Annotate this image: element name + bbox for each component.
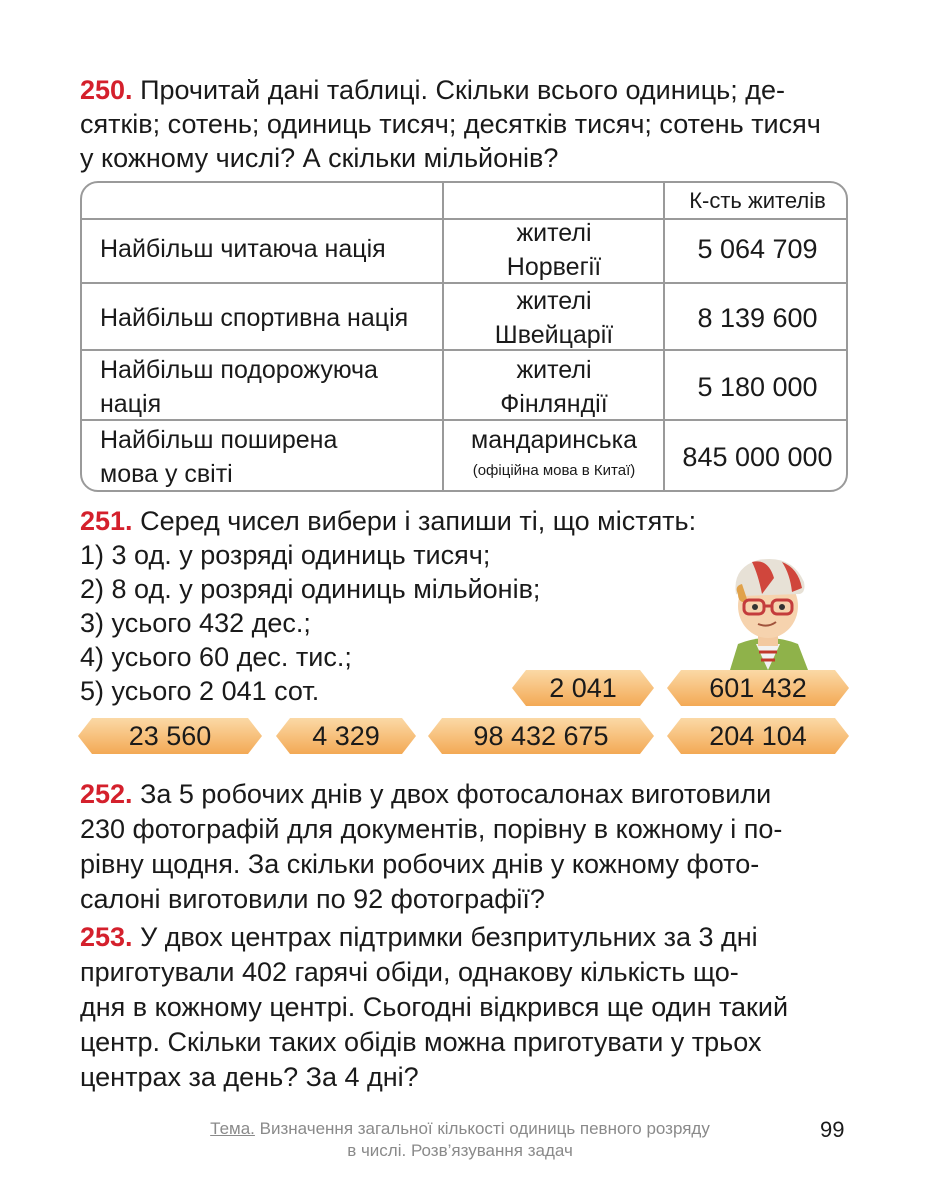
boy-character-illustration [712, 548, 824, 670]
number-tag[interactable]: 601 432 [667, 670, 849, 706]
table-header-population: К-сть жителів [689, 188, 826, 213]
page-footer-topic: Тема. Визначення загальної кількості одиниць певного розряду в числі. Розв’язування задач [210, 1119, 710, 1160]
table-row-2-country: жителі Швейцарії [494, 287, 614, 349]
task-251-item-3: 3) усього 432 дес.; [80, 608, 311, 638]
task-253-line-5: центрах за день? За 4 дні? [80, 1062, 419, 1092]
table-row-3-value: 5 180 000 [697, 372, 818, 402]
table-row-1-label: Найбільш читаюча нація [100, 235, 386, 263]
table-row-4-label: Найбільш поширена мова у світі [100, 426, 338, 488]
task-252-line-4: салоні виготовили по 92 фотографії? [80, 884, 545, 914]
population-table [80, 181, 848, 492]
task-253-line-2: приготували 402 гарячі обіди, однакову кількість що- [80, 957, 739, 987]
task-253-line-3: дня в кожному центрі. Сьогодні відкрився ще один такий [80, 992, 789, 1022]
task-252-number: 252. [80, 779, 133, 809]
number-tag[interactable]: 204 104 [667, 718, 849, 754]
number-tag[interactable]: 23 560 [78, 718, 262, 754]
table-row-2-value: 8 139 600 [697, 303, 818, 333]
task-251-item-2: 2) 8 од. у розряді одиниць мільйонів; [80, 574, 541, 604]
task-250-number: 250. [80, 75, 133, 105]
task-251-intro: 251. Серед чисел вибери і запиши ті, що містять: [80, 506, 697, 536]
footer-topic-label: Тема. [210, 1119, 255, 1138]
table-row-4-country: мандаринська (офіційна мова в Китаї) [471, 426, 637, 479]
task-250-line-2: сятків; сотень; одиниць тисяч; десятків тисяч; сотень тисяч [80, 109, 821, 139]
table-row-1-country: жителі Норвегії [506, 219, 602, 281]
task-253-line-1: 253. У двох центрах підтримки безпритульних за 3 дні [80, 922, 758, 952]
task-253-line-4: центр. Скільки таких обідів можна приготувати у трьох [80, 1027, 762, 1057]
task-252-line-2: 230 фотографій для документів, порівну в кожному і по- [80, 814, 783, 844]
task-252-line-1: 252. За 5 робочих днів у двох фотосалонах виготовили [80, 779, 772, 809]
number-tag[interactable]: 2 041 [512, 670, 654, 706]
table-row-1-value: 5 064 709 [697, 234, 818, 264]
table-row-3-country: жителі Фінляндії [500, 356, 608, 418]
table-row-4-value: 845 000 000 [682, 442, 833, 472]
task-251-item-1: 1) 3 од. у розряді одиниць тисяч; [80, 540, 491, 570]
number-tag[interactable]: 4 329 [276, 718, 416, 754]
table-row-2-label: Найбільш спортивна нація [100, 304, 409, 332]
task-251-number: 251. [80, 506, 133, 536]
task-251-item-4: 4) усього 60 дес. тис.; [80, 642, 352, 672]
task-252-line-3: рівну щодня. За скільки робочих днів у кожному фото- [80, 849, 760, 879]
task-250-line-1: 250. Прочитай дані таблиці. Скільки всього одиниць; де- [80, 75, 786, 105]
table-row-3-label: Найбільш подорожуюча нація [100, 356, 378, 418]
task-251-item-5: 5) усього 2 041 сот. [80, 676, 320, 706]
task-253-number: 253. [80, 922, 133, 952]
number-tag[interactable]: 98 432 675 [428, 718, 654, 754]
table-divider [442, 183, 444, 492]
task-250-line-3: у кожному числі? А скільки мільйонів? [80, 143, 559, 173]
page-number: 99 [820, 1117, 845, 1142]
